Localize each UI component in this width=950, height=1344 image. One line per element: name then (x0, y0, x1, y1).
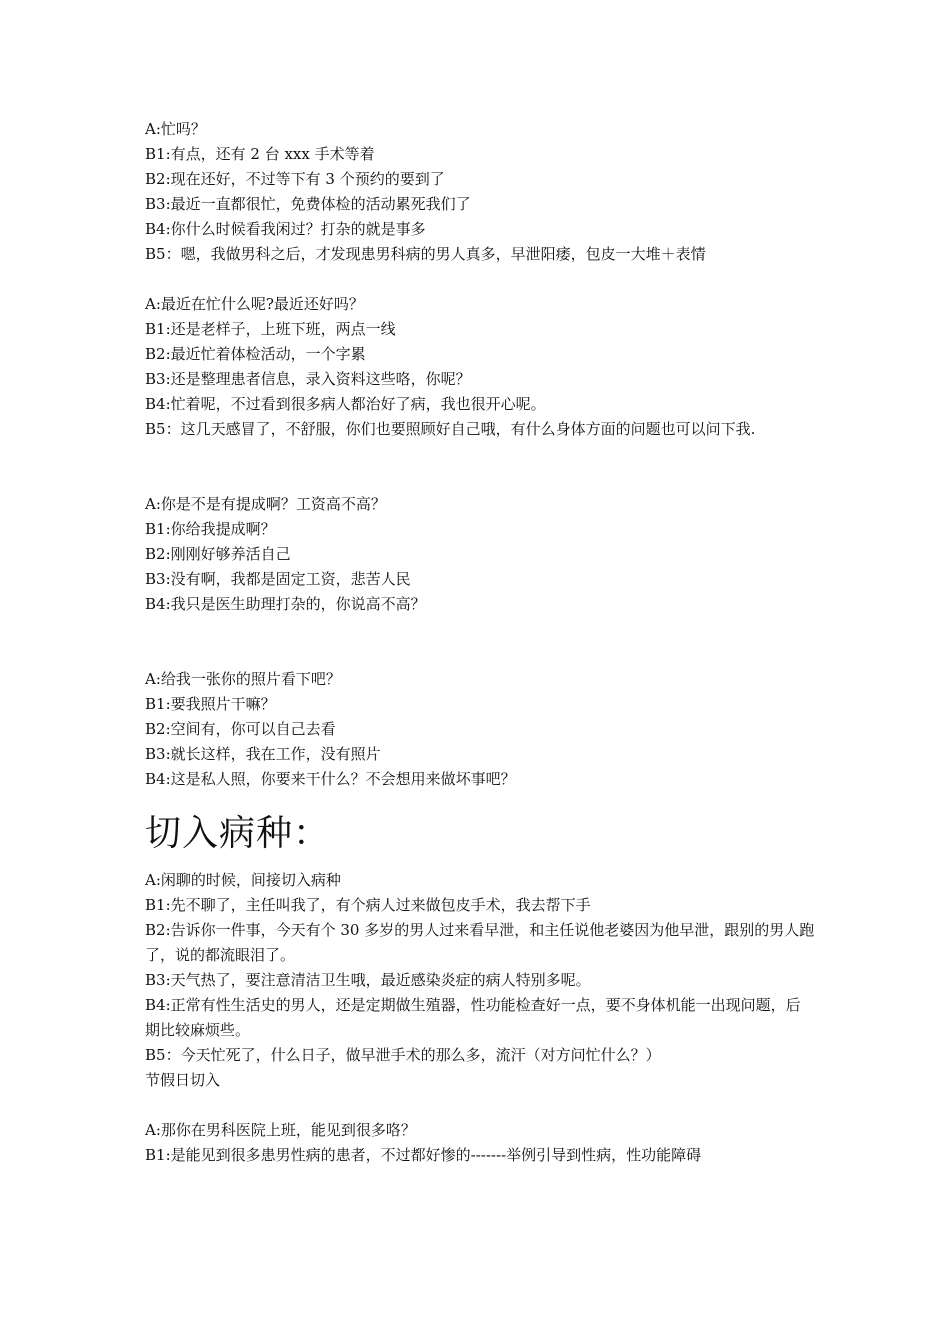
dialogue-line: B3:没有啊，我都是固定工资，悲苦人民 (145, 570, 411, 588)
dialogue-line: A:最近在忙什么呢?最近还好吗？ (145, 295, 364, 313)
spacer (145, 617, 815, 667)
dialogue-block-topic (145, 868, 815, 1093)
dialogue-line: B1:你给我提成啊？ (145, 520, 276, 538)
dialogue-line: B3:天气热了，要注意清洁卫生哦，最近感染炎症的病人特别多呢。 (145, 971, 591, 989)
dialogue-line: B5：今天忙死了，什么日子，做早泄手术的那么多，流汗（对方问忙什么？） (145, 1046, 661, 1064)
spacer (145, 1093, 815, 1118)
section-heading: 切入病种： (145, 813, 331, 854)
dialogue-line: B3:还是整理患者信息，录入资料这些咯，你呢？ (145, 370, 471, 388)
spacer (145, 267, 815, 292)
dialogue-line: A:你是不是有提成啊？工资高不高？ (145, 495, 386, 513)
dialogue-line: B3:就长这样，我在工作，没有照片 (145, 745, 381, 763)
dialogue-line: B3:最近一直都很忙，免费体检的活动累死我们了 (145, 195, 471, 213)
dialogue-line: 节假日切入 (145, 1071, 221, 1089)
dialogue-line: B4:这是私人照，你要来干什么？不会想用来做坏事吧？ (145, 770, 516, 788)
dialogue-block-busy (145, 117, 815, 267)
dialogue-line: B2:刚刚好够养活自己 (145, 545, 291, 563)
dialogue-line: B1:先不聊了，主任叫我了，有个病人过来做包皮手术，我去帮下手 (145, 896, 591, 914)
dialogue-line: B1:还是老样子，上班下班，两点一线 (145, 320, 396, 338)
dialogue-line: A:忙吗？ (145, 120, 206, 138)
spacer (145, 442, 815, 492)
dialogue-line: B1:有点，还有 2 台 xxx 手术等着 (145, 145, 375, 163)
dialogue-line: A:给我一张你的照片看下吧？ (145, 670, 341, 688)
dialogue-line: B4:你什么时候看我闲过？打杂的就是事多 (145, 220, 426, 238)
document-body (145, 117, 815, 1168)
dialogue-line: B2:最近忙着体检活动，一个字累 (145, 345, 366, 363)
dialogue-block-recent (145, 292, 815, 442)
dialogue-block-photo (145, 667, 815, 792)
dialogue-line: B2:告诉你一件事，今天有个 30 多岁的男人过来看早泄，和主任说他老婆因为他早泄，跟别的男人跑了，说的都流眼泪了。 (145, 921, 815, 964)
dialogue-line: B4:正常有性生活史的男人，还是定期做生殖器，性功能检查好一点，要不身体机能一出现问题，后期比较麻烦些。 (145, 996, 801, 1039)
dialogue-line: B5：嗯，我做男科之后，才发现患男科病的男人真多，早泄阳痿，包皮一大堆＋表情 (145, 245, 706, 263)
dialogue-line: B1:要我照片干嘛？ (145, 695, 276, 713)
dialogue-line: B1:是能见到很多患男性病的患者，不过都好惨的-------举例引导到性病，性功能障碍 (145, 1146, 702, 1164)
dialogue-line: B2:现在还好，不过等下有 3 个预约的要到了 (145, 170, 445, 188)
dialogue-line: A:那你在男科医院上班，能见到很多咯？ (145, 1121, 416, 1139)
dialogue-block-hospital (145, 1118, 815, 1168)
dialogue-line: A:闲聊的时候，间接切入病种 (145, 871, 341, 889)
dialogue-block-salary (145, 492, 815, 617)
dialogue-line: B5：这几天感冒了，不舒服，你们也要照顾好自己哦，有什么身体方面的问题也可以问下我. (145, 420, 756, 438)
dialogue-line: B4:我只是医生助理打杂的，你说高不高？ (145, 595, 426, 613)
dialogue-line: B4:忙着呢，不过看到很多病人都治好了病，我也很开心呢。 (145, 395, 546, 413)
dialogue-line: B2:空间有，你可以自己去看 (145, 720, 336, 738)
